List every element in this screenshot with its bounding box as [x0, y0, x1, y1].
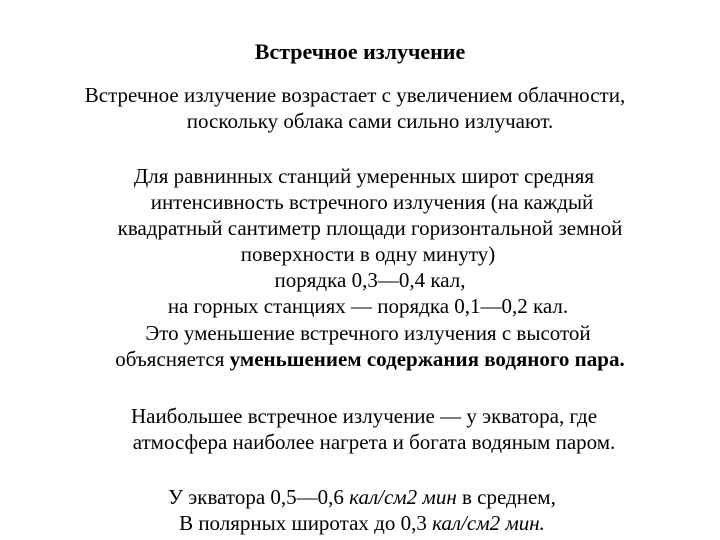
paragraph-3-line-2: атмосфера наиболее нагрета и богата водяным паром. [132, 430, 616, 454]
paragraph-2-line-1: Для равнинных станций умеренных широт средняя [133, 164, 595, 188]
polar-unit: кал/см2 мин. [432, 511, 545, 535]
polar-value-text: В полярных широтах до 0,3 [179, 511, 433, 535]
paragraph-2-line-5: порядка 0,3—0,4 кал, [274, 268, 466, 292]
paragraph-2-line-3: квадратный сантиметр площади горизонтальной земной [117, 216, 623, 240]
paragraph-1-line-2: поскольку облака сами сильно излучают. [186, 109, 554, 133]
paragraph-4-line-2 [2, 510, 720, 536]
equator-suffix: в среднем, [456, 485, 556, 509]
paragraph-2-line-6: на горных станциях — порядка 0,1—0,2 кал. [167, 294, 569, 318]
paragraph-2-line-8-text: объясняется [115, 347, 230, 371]
paragraph-2-line-2: интенсивность встречного излучения (на каждый [150, 190, 594, 214]
paragraph-1-line-1: Встречное излучение возрастает с увеличением облачности, [84, 83, 626, 107]
paragraph-2-line-4: поверхности в одну минуту) [240, 242, 496, 266]
paragraph-2-line-8 [10, 346, 720, 372]
paragraph-2-emphasis: уменьшением содержания водяного пара. [229, 347, 625, 371]
paragraph-3-line-1: Наибольшее встречное излучение — у экватора, где [130, 404, 598, 428]
paragraph-4-line-1 [2, 484, 720, 510]
equator-value-text: У экватора 0,5—0,6 [168, 485, 350, 509]
slide-title: Встречное излучение [254, 39, 466, 64]
paragraph-2-line-7: Это уменьшение встречного излучения с высотой [145, 321, 591, 345]
equator-unit: кал/см2 мин [349, 485, 457, 509]
